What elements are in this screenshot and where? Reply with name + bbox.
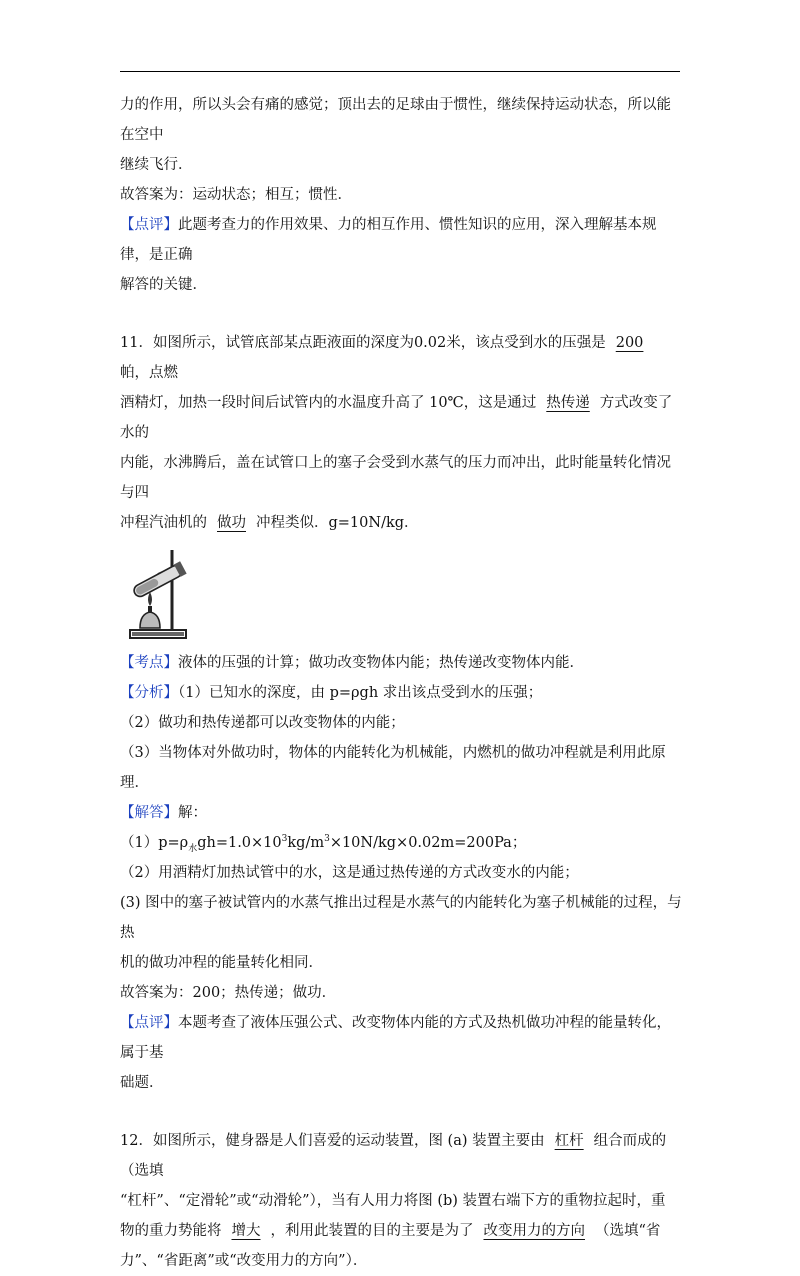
q11-text: 11．如图所示，试管底部某点距液面的深度为0.02米，该点受到水的压强是 [120,335,606,351]
formula-text: gh=1.0×10 [197,835,282,851]
q11-answer-blank-3: 做功 [217,515,246,531]
q11-text: 冲程类似．g=10N/kg． [256,515,419,531]
q12-text: （选填“省 [595,1223,661,1239]
q11-text: 酒精灯，加热一段时间后试管内的水温度升高了 10℃，这是通过 [120,395,537,411]
q11-text: 冲程汽油机的 [120,515,207,531]
q10-line-1: 力的作用，所以头会有痛的感觉；顶出去的足球由于惯性，继续保持运动状态，所以能在空中 [120,97,671,143]
q12-answer-blank-2: 增大 [231,1223,261,1239]
q11-stem-line-4 [120,508,682,538]
q11-review-text: 本题考查了液体压强公式、改变物体内能的方式及热机做功冲程的能量转化，属于基 [120,1015,671,1061]
q10-review-text: 此题考查力的作用效果、力的相互作用、惯性知识的应用，深入理解基本规律，是正确 [120,217,657,263]
q12-text: 12．如图所示，健身器是人们喜爱的运动装置，图 (a) 装置主要由 [120,1133,545,1149]
q11-fenxi-2: （2）做功和热传递都可以改变物体的内能； [120,715,405,731]
q11-answer-blank-1: 200 [615,335,644,351]
jieda-tag: 【解答】 [120,805,178,821]
formula-text: kg/m [287,835,325,851]
q12-text: 组合而成的（选填 [120,1133,667,1179]
kaodian-tag: 【考点】 [120,655,178,671]
q12-text: ，利用此装置的目的主要是为了 [270,1223,474,1239]
q12-answer-blank-1: 杠杆 [554,1133,584,1149]
q11-text: 帕，点燃 [120,365,178,381]
q11-fenxi-3: （3）当物体对外做功时，物体的内能转化为机械能，内燃机的做功冲程就是利用此原理． [120,745,666,791]
q11-jieda-2: （2）用酒精灯加热试管中的水，这是通过热传递的方式改变水的内能； [120,865,579,881]
test-tube-heating-illustration [122,540,192,644]
q11-kaodian [120,648,682,678]
q11-stem-line-3: 内能，水沸腾后，盖在试管口上的塞子会受到水蒸气的压力而冲出，此时能量转化情况与四 [120,455,671,501]
formula-text: （1）p=ρ [120,835,189,851]
formula-sup: 3 [281,834,288,845]
q11-answer-blank-2: 热传递 [546,395,590,411]
header-rule [120,71,680,72]
page-content [120,90,682,1276]
q10-review [120,210,682,270]
q11-jieda-head: 解： [178,805,207,821]
q11-fenxi [120,678,682,708]
q11-jieda-3-line-2: 机的做功冲程的能量转化相同． [120,955,323,971]
q12-answer-blank-3: 改变用力的方向 [483,1223,585,1239]
formula-text: ×10N/kg×0.02m=200Pa； [329,835,527,851]
review-tag: 【点评】 [120,1015,178,1031]
q11-review [120,1008,682,1068]
q10-answer: 故答案为：运动状态；相互；惯性． [120,187,352,203]
q11-jieda [120,798,682,828]
q11-text: 方式改变了水的 [120,395,673,441]
q12-stem-line-1 [120,1126,682,1186]
q12-stem-line-3 [120,1216,682,1246]
q11-answer: 故答案为：200；热传递；做功． [120,985,337,1001]
test-tube-apparatus-figure [120,538,682,648]
q11-jieda-3: (3) 图中的塞子被试管内的水蒸气推出过程是水蒸气的内能转化为塞子机械能的过程，与热 [120,895,682,941]
q11-kaodian-text: 液体的压强的计算；做功改变物体内能；热传递改变物体内能． [178,655,584,671]
q12-text: 物的重力势能将 [120,1223,222,1239]
formula-sup: 3 [324,834,330,845]
q11-stem-line-1 [120,328,682,388]
q11-jieda-1 [120,828,682,858]
q12-stem-line-4: 力”、“省距离”或“改变用力的方向”）． [120,1253,368,1269]
fenxi-tag: 【分析】 [120,685,178,701]
q12-stem-line-2: “杠杆”、“定滑轮”或“动滑轮”），当有人用力将图 (b) 装置右端下方的重物拉起时，重 [120,1193,666,1209]
formula-sub: 水 [188,843,198,854]
review-tag: 【点评】 [120,217,178,233]
q10-line-2: 继续飞行． [120,157,193,173]
q11-review-line-2: 础题． [120,1075,164,1091]
q10-review-line-2: 解答的关键． [120,277,207,293]
q11-stem-line-2 [120,388,682,448]
q11-fenxi-text: （1）已知水的深度，由 p=ρgh 求出该点受到水的压强； [178,685,543,701]
